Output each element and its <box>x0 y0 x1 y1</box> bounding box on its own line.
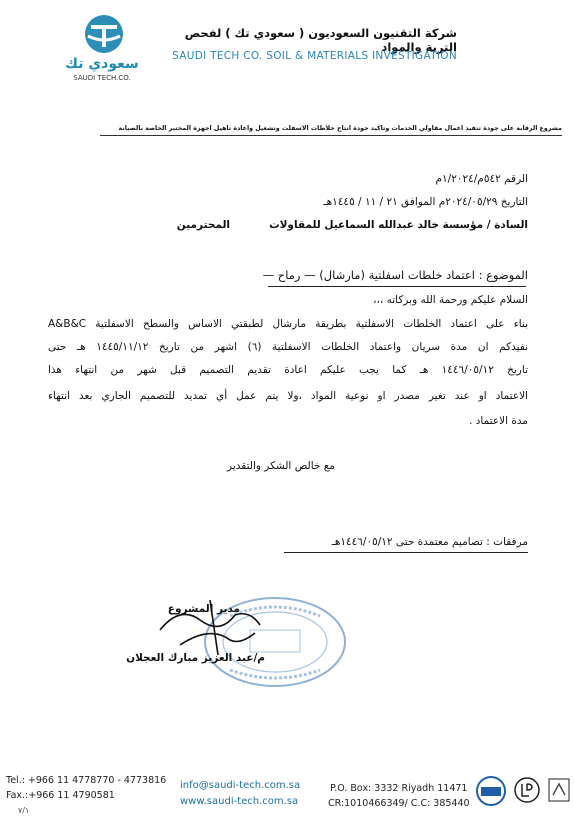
attachments-underline <box>284 552 528 553</box>
footer-commercial-registration: CR:1010466349/ C.C: 385440 <box>328 798 470 809</box>
body-line: نفيدكم ان مدة سريان واعتماد الخلطات الاسفلتية (٦) اشهر من تاريخ ١٤٤٥/١١/١٢ هـ حتى <box>48 341 529 353</box>
page-number: ٧/١ <box>18 806 30 815</box>
accreditation-icon <box>546 775 572 813</box>
body-line: تاريخ ١٤٤٦/٠٥/١٢ هـ كما يجب عليكم اعادة تقديم التصميم قبل شهر من انتهاء هذا <box>48 364 528 376</box>
greeting: السلام عليكم ورحمة الله وبركاته ،،، <box>373 294 528 306</box>
footer-email-link[interactable]: info@saudi-tech.com.sa <box>180 780 301 791</box>
letter-date: التاريخ ٢٠٢٤/٠٥/٢٩م الموافق ٢١ / ١١ / ١٤٤٥هـ <box>323 196 528 208</box>
addressee: السادة / مؤسسة خالد عبدالله السماعيل للمقاولات <box>269 219 528 231</box>
body-line: بناء على اعتماد الخلطات الاسفلتية بطريقة مارشال لطبقتي الاساس والسطح الاسفلتية A&B&C <box>48 318 528 330</box>
closing-line: مع خالص الشكر والتقدير <box>227 460 335 472</box>
project-divider <box>100 135 562 136</box>
logo-emblem-icon <box>64 12 144 62</box>
footer-po-box: P.O. Box: 3332 Riyadh 11471 <box>330 783 468 794</box>
reference-number: الرقم ٥٤٢م/١/٢٠٢٤م <box>435 173 528 185</box>
iso-certification-icon <box>475 775 507 813</box>
attachments-line: مرفقات : تصاميم معتمدة حتى ١٤٤٦/٠٥/١٢هـ <box>331 536 528 548</box>
footer-website-link[interactable]: www.saudi-tech.com.sa <box>180 796 299 807</box>
body-line: الاعتماد او عند تغير مصدر او نوعية المواد ،ولا يتم عمل أي تمديد للتصميم الجاري بعد انتهاء <box>48 390 528 402</box>
footer-telephone: Tel.: +966 11 4778770 - 4773816 <box>6 775 167 786</box>
manager-title: مدير المشروع <box>167 603 240 615</box>
project-title: مشروع الرقابة على جودة تنفيذ أعمال مقاولي الخدمات وتأكيد جودة انتاج خلاطات الاسفلت وتشغيل واعادة تأهيل اجهزة المختبر الخاصة بالصيانة <box>118 125 562 132</box>
logo-text-english: SAUDI TECH.CO. <box>73 74 131 82</box>
subject-underline <box>268 286 526 287</box>
company-name-arabic: شركة التقنيون السعوديون ( سعودي تك ) لفحص التربة والمواد <box>184 26 457 54</box>
manager-name: م/عبد العزيز مبارك العجلان <box>126 652 265 664</box>
lr-certification-icon <box>512 775 542 813</box>
footer-fax: Fax.:+966 11 4790581 <box>6 790 115 801</box>
subject-line: الموضوع : اعتماد خلطات اسفلتية (مارشال) — رماح — <box>262 268 528 282</box>
company-name-english: SAUDI TECH CO. SOIL & MATERIALS INVESTIGATION <box>172 50 457 62</box>
addressee-honorific: المحترمين <box>176 219 230 231</box>
body-line: مدة الاعتماد . <box>469 415 528 427</box>
logo-text-arabic: سعودي تك <box>65 56 139 72</box>
